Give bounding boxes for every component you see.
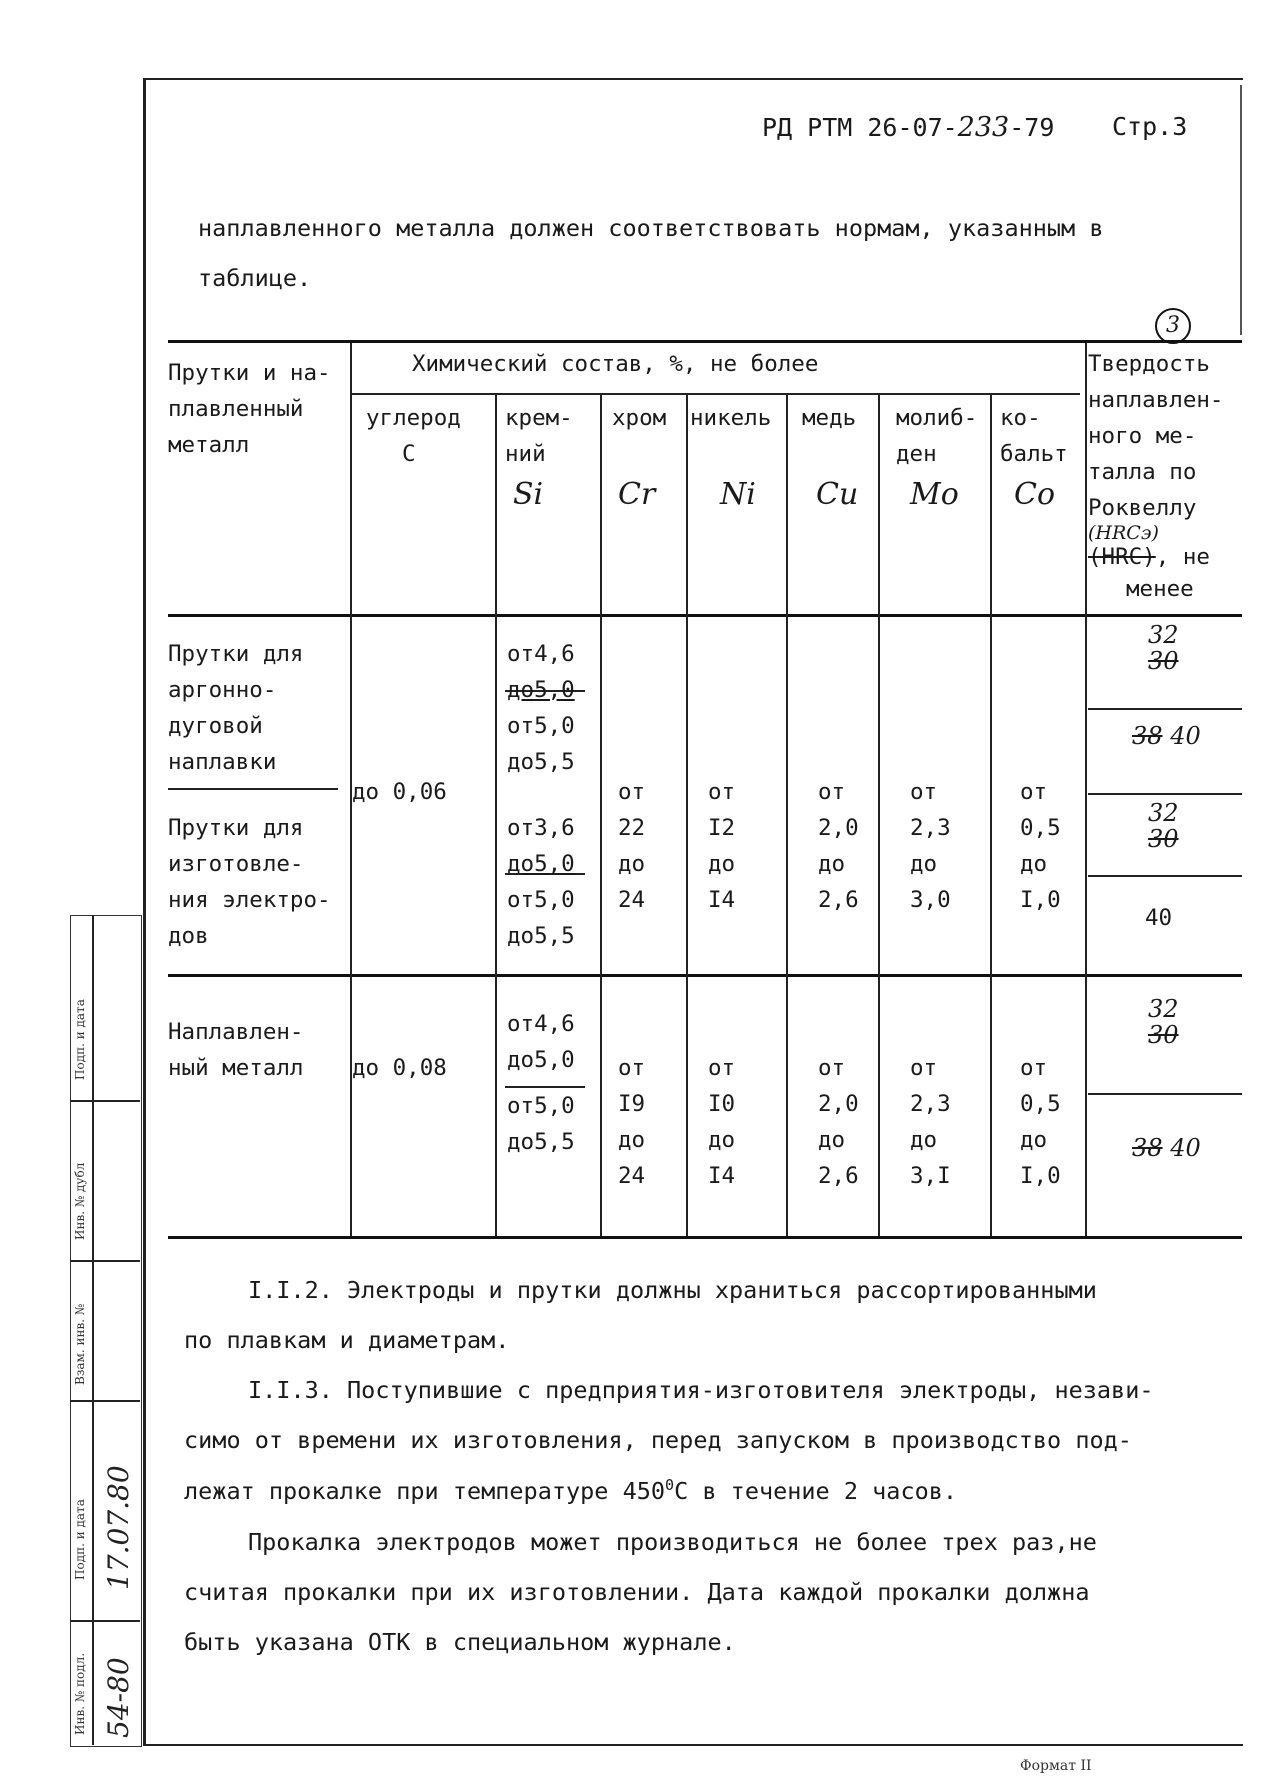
col-cu-header: [802, 400, 858, 518]
cr-value: 22: [618, 815, 646, 841]
col1-header-line: плавленный: [168, 396, 304, 422]
col-line-4: [686, 393, 688, 1236]
row-label-line: Прутки для: [168, 815, 304, 841]
revision-mark: 3: [1155, 308, 1191, 344]
col-name-line: углерод: [366, 405, 461, 431]
hardness-header-line: Твердость: [1088, 351, 1210, 377]
mo-value: от: [910, 1055, 938, 1081]
hardness-last: менее: [1126, 576, 1194, 602]
si-value: до5,0: [507, 677, 575, 703]
col-name-line: C: [402, 441, 416, 467]
col1-header-line: Прутки и на-: [168, 360, 331, 386]
co-value: I,0: [1020, 1163, 1061, 1189]
col-mo-header: [896, 400, 977, 518]
col1-header: [168, 355, 331, 463]
col1-header-line: металл: [168, 432, 250, 458]
mo-value: 2,3: [910, 1091, 951, 1117]
p3-line-1: Прокалка электродов может производиться не более трех раз,не: [248, 1528, 1097, 1556]
col-si-header: [505, 400, 573, 518]
col-symbol: Mo: [910, 477, 959, 512]
p2-line-2: симо от времени их изготовления, перед запуском в производство под-: [184, 1426, 1132, 1454]
mo-value: 2,3: [910, 815, 951, 841]
p2-line-3-text: лежат прокалке при температуре 450: [184, 1476, 666, 1505]
group-header: Химический состав, %, не более: [412, 351, 819, 377]
co-value: I,0: [1020, 887, 1061, 913]
si-value: от5,0: [507, 887, 575, 913]
row-label-line: изготовле-: [168, 851, 304, 877]
g2-carbon: до 0,08: [352, 1055, 447, 1081]
co-value: 0,5: [1020, 815, 1061, 841]
si-value: от4,6: [507, 1011, 575, 1037]
degree-sup: 0: [665, 1476, 675, 1494]
row-label-line: дуговой: [168, 713, 263, 739]
table-bottom-rule: [168, 1236, 1242, 1239]
col-line-7: [990, 393, 992, 1236]
cr-value: до: [618, 851, 646, 877]
doc-id-number: 233: [957, 112, 1010, 143]
hardness-header-line: талла по: [1088, 459, 1197, 485]
p2-line-1: I.I.3. Поступившие с предприятия-изготовителя электроды, незави-: [248, 1376, 1154, 1404]
g2-co: [1020, 1050, 1061, 1194]
frame-left-line: [143, 78, 146, 1746]
cu-value: 2,0: [818, 815, 859, 841]
col-name-line: крем-: [505, 405, 573, 431]
cr-value: 24: [618, 1163, 646, 1189]
col-line-2: [495, 393, 497, 1236]
si-value: от4,6: [507, 641, 575, 667]
si-value: до5,5: [507, 1129, 575, 1155]
co-value: от: [1020, 779, 1048, 805]
mo-value: от: [910, 779, 938, 805]
g1-hardness-1: [1148, 622, 1179, 674]
col-symbol: Ni: [720, 477, 756, 512]
group-split-rule: [168, 974, 1242, 977]
cu-value: от: [818, 779, 846, 805]
row-label-line: Прутки для: [168, 641, 304, 667]
ni-value: I2: [708, 815, 736, 841]
hardness-old: 30: [1148, 825, 1179, 853]
col-symbol: Cr: [618, 477, 656, 512]
row-label-deposit: [168, 1014, 303, 1086]
col-name-line: медь: [802, 405, 857, 431]
row-label-line: Наплавлен-: [168, 1019, 304, 1045]
hardness-new: 32: [1148, 995, 1179, 1023]
g1-mo: [910, 774, 951, 918]
g1-cu: [818, 774, 859, 918]
g2-cu: [818, 1050, 859, 1194]
intro-line-1: наплавленного металла должен соответствовать нормам, указанным в: [198, 214, 1104, 242]
g1-cr: [618, 774, 645, 918]
hardness-unit-line: [1088, 544, 1223, 570]
ni-value: I4: [708, 1163, 736, 1189]
col-cr-header: [612, 400, 666, 518]
p2-line-3: [184, 1476, 957, 1505]
stamp-handwritten-inv: 54-80: [102, 1657, 135, 1738]
col-name-line: никель: [690, 405, 772, 431]
row-label-line: дов: [168, 923, 209, 949]
hardness-old: 30: [1148, 647, 1179, 675]
g1-ni: [708, 774, 735, 918]
col-line-8: [1085, 343, 1087, 1236]
doc-id-prefix: РД РТМ 26-07-: [762, 113, 958, 142]
si-value: от5,0: [507, 713, 575, 739]
frame-top-line: [143, 78, 1243, 80]
si-value: до5,0: [507, 851, 575, 877]
g1-si-electrodes: [507, 810, 575, 954]
hardness-header-line: Роквеллу: [1088, 495, 1197, 521]
hardness-tail: , не: [1155, 544, 1210, 570]
cu-value: от: [818, 1055, 846, 1081]
mo-value: 3,0: [910, 887, 951, 913]
hardness-new: 40: [1170, 722, 1201, 750]
cu-value: 2,6: [818, 887, 859, 913]
hardness-header-line: ного ме-: [1088, 423, 1197, 449]
hardness-header-line: наплавлен-: [1088, 387, 1224, 413]
p3-line-3: быть указана ОТК в специальном журнале.: [184, 1628, 736, 1656]
hardness-new: 32: [1148, 799, 1179, 827]
col-name-line: молиб-: [896, 405, 978, 431]
intro-line-2: таблице.: [198, 264, 312, 292]
ni-value: I4: [708, 887, 736, 913]
hardness-new: 32: [1148, 621, 1179, 649]
col-symbol: Co: [1014, 477, 1056, 512]
mo-value: 3,I: [910, 1163, 951, 1189]
stamp-field-label: Подп. и дата: [73, 1499, 87, 1580]
cr-value: до: [618, 1127, 646, 1153]
g1-co: [1020, 774, 1061, 918]
hardness-header: [1088, 346, 1223, 608]
row-label-line: аргонно-: [168, 677, 277, 703]
ni-value: до: [708, 1127, 736, 1153]
stamp-field-label: Подп. и дата: [73, 999, 87, 1080]
g1-hardness-4: 40: [1145, 905, 1173, 931]
hardness-rule-4: [1088, 1093, 1242, 1095]
si-value: от3,6: [507, 815, 575, 841]
stamp-field-label: Инв. № дубл: [73, 1162, 87, 1240]
col-name-line: ко-: [1000, 405, 1041, 431]
row-label-argon: [168, 636, 303, 780]
hardness-old: 30: [1148, 1021, 1179, 1049]
g2-ni: [708, 1050, 735, 1194]
col-line-3: [600, 393, 602, 1236]
cr-value: 24: [618, 887, 646, 913]
col-symbol: Si: [513, 477, 544, 512]
g1-carbon: до 0,06: [352, 779, 447, 805]
hardness-rule-3: [1088, 875, 1242, 877]
co-value: до: [1020, 1127, 1048, 1153]
g2-hardness-1: [1148, 996, 1179, 1048]
cu-value: до: [818, 851, 846, 877]
doc-id: [762, 112, 1054, 143]
col-name-line: ден: [896, 441, 937, 467]
frame-right-line: [1240, 85, 1242, 335]
col-line-6: [878, 393, 880, 1236]
row-split-rule: [168, 788, 338, 790]
p3-line-2: считая прокалки при их изготовлении. Дата каждой прокалки должна: [184, 1578, 1090, 1606]
cu-value: 2,6: [818, 1163, 859, 1189]
stamp-rule: [70, 1260, 140, 1262]
group-header-rule: [350, 393, 1080, 395]
si-value: до5,5: [507, 923, 575, 949]
frame-bottom-line: [143, 1744, 1243, 1746]
g2-si: [507, 1006, 575, 1160]
ni-value: до: [708, 851, 736, 877]
p2-line-3-text: С в течение 2 часов.: [674, 1476, 958, 1505]
stamp-rule: [70, 1100, 140, 1102]
table-top-rule: [168, 340, 1242, 343]
col-line-5: [786, 393, 788, 1236]
stamp-rule: [70, 1400, 140, 1402]
p1-line-2: по плавкам и диаметрам.: [184, 1326, 510, 1354]
mo-value: до: [910, 1127, 938, 1153]
ni-value: от: [708, 1055, 736, 1081]
mo-value: до: [910, 851, 938, 877]
col-ni-header: [690, 400, 771, 518]
co-value: 0,5: [1020, 1091, 1061, 1117]
hardness-old: 38: [1132, 1134, 1163, 1162]
header-bottom-rule: [168, 614, 1242, 617]
row-label-line: ный металл: [168, 1055, 304, 1081]
stamp-field-label: Инв. № подл.: [73, 1652, 87, 1735]
p1-line-1: I.I.2. Электроды и прутки должны храниться рассортированными: [248, 1276, 1097, 1304]
stamp-handwritten-date: 17.07.80: [102, 1465, 135, 1590]
cu-value: до: [818, 1127, 846, 1153]
hardness-old: 38: [1132, 722, 1163, 750]
row-label-line: наплавки: [168, 749, 277, 775]
hardness-rule-2: [1088, 793, 1242, 795]
hardness-unit-old: (HRC): [1088, 544, 1156, 570]
si-value: до5,0: [507, 1047, 575, 1073]
col-name-line: хром: [612, 405, 667, 431]
co-value: до: [1020, 851, 1048, 877]
col-co-header: [1000, 400, 1068, 518]
g1-si-argon: [507, 636, 575, 780]
format-label: Формат II: [1020, 1758, 1092, 1774]
cr-value: от: [618, 779, 646, 805]
page-number: Стр.3: [1112, 112, 1188, 141]
ni-value: от: [708, 779, 736, 805]
doc-id-suffix: -79: [1009, 113, 1055, 142]
col-symbol: Cu: [816, 477, 859, 512]
cr-value: I9: [618, 1091, 646, 1117]
si-value: от5,0: [507, 1093, 575, 1119]
stamp-rule: [70, 1620, 140, 1622]
g2-mo: [910, 1050, 951, 1194]
col-name-line: бальт: [1000, 441, 1068, 467]
cu-value: 2,0: [818, 1091, 859, 1117]
col-name-line: ний: [505, 441, 546, 467]
hardness-rule-1: [1088, 708, 1242, 710]
hardness-unit-new: (HRCэ): [1088, 522, 1159, 544]
g2-cr: [618, 1050, 645, 1194]
hardness-new: 40: [1170, 1134, 1201, 1162]
si-value: до5,5: [507, 749, 575, 775]
col-carbon-header: [366, 400, 461, 472]
g2-hardness-2: [1132, 1134, 1201, 1162]
cr-value: от: [618, 1055, 646, 1081]
stamp-field-label: Взам. инв. №: [73, 1303, 87, 1385]
row-label-line: ния электро-: [168, 887, 331, 913]
ni-value: I0: [708, 1091, 736, 1117]
hardness-unit: [1088, 521, 1223, 544]
g1-hardness-3: [1148, 800, 1179, 852]
co-value: от: [1020, 1055, 1048, 1081]
row-label-electrodes: [168, 810, 331, 954]
g1-hardness-2: [1132, 722, 1201, 750]
